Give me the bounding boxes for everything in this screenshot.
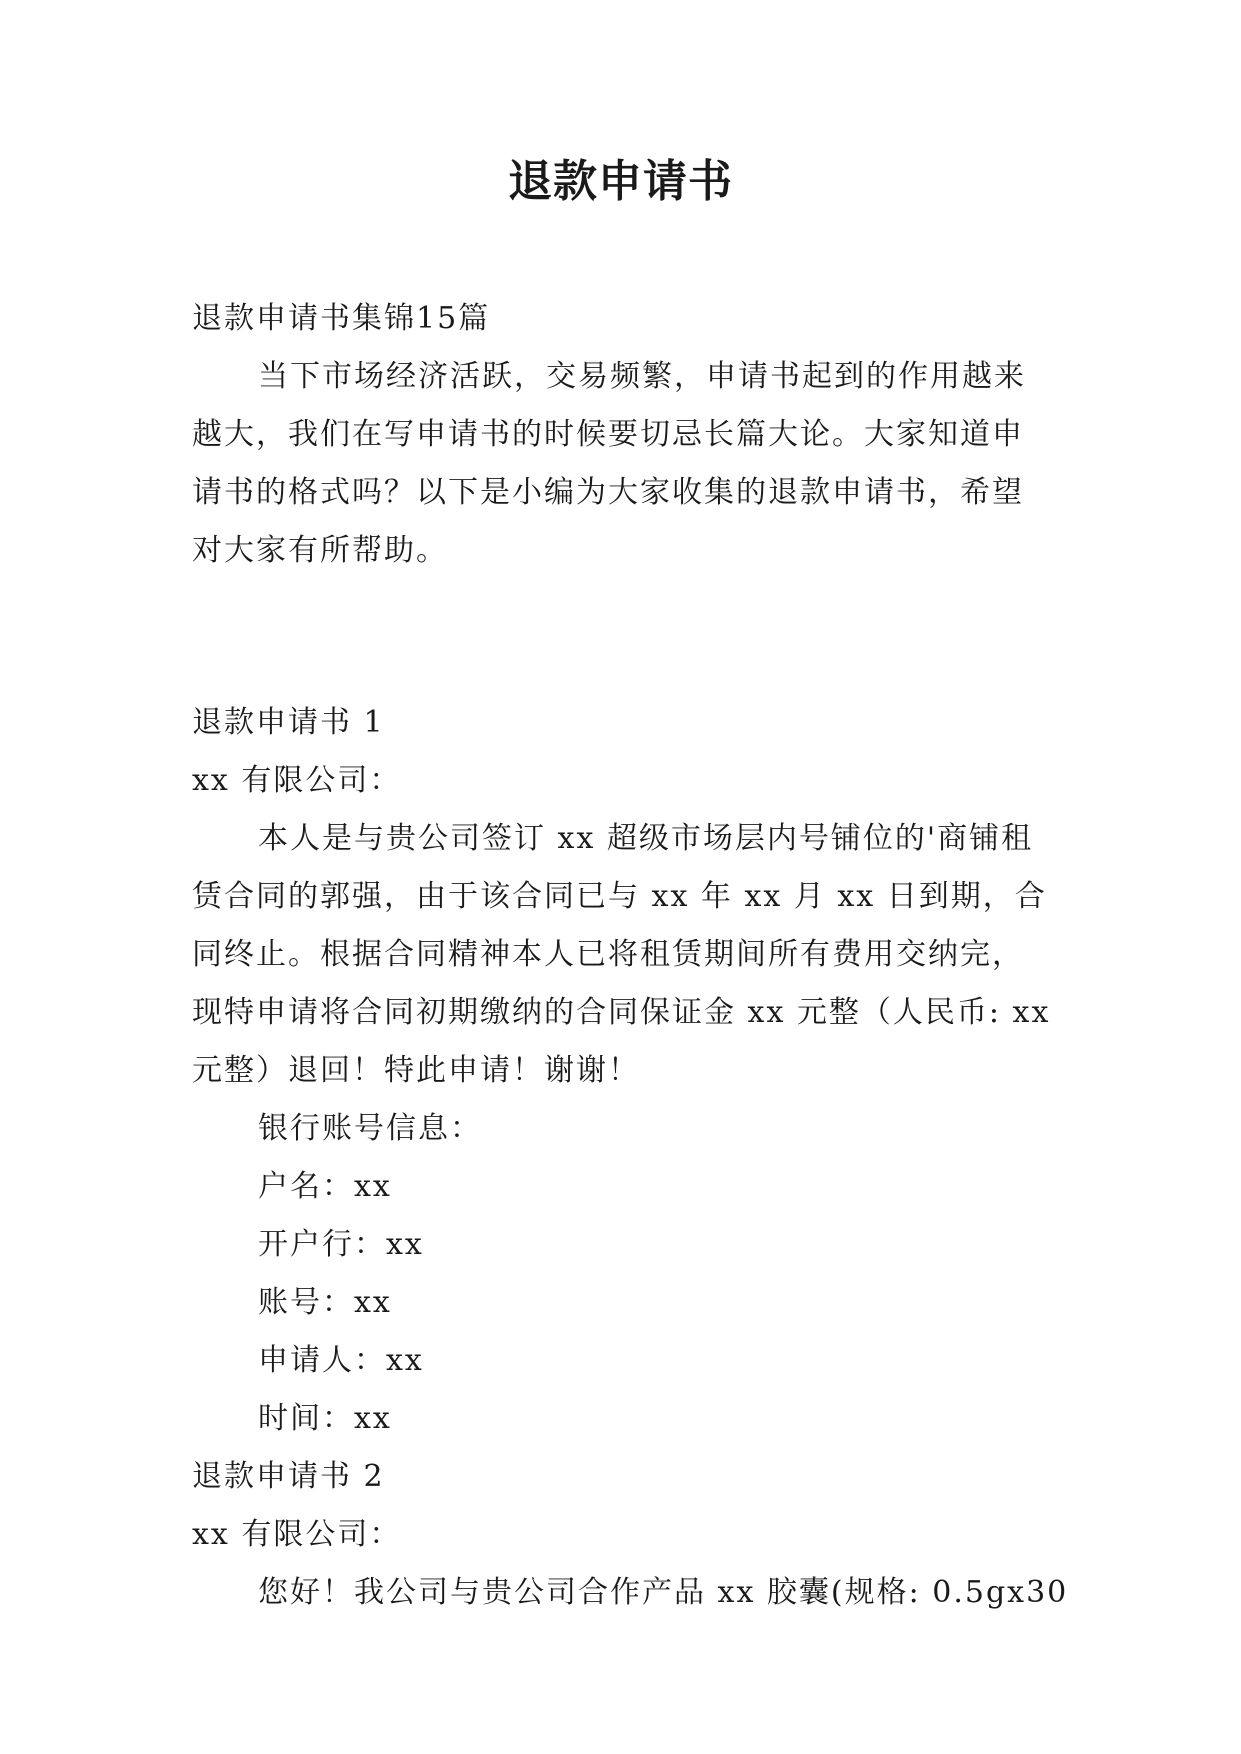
paragraph-line: 赁合同的郭强，由于该合同已与 xx 年 xx 月 xx 日到期，合 xyxy=(192,879,1047,914)
document-title: 退款申请书 xyxy=(508,156,733,207)
paragraph-line: 当下市场经济活跃，交易频繁，申请书起到的作用越来 xyxy=(258,359,1026,394)
paragraph-line: 元整）退回！特此申请！谢谢！ xyxy=(192,1053,640,1088)
salutation: xx 有限公司： xyxy=(192,763,402,798)
detail-line: 开户行：xx xyxy=(258,1227,424,1262)
paragraph-line: 现特申请将合同初期缴纳的合同保证金 xx 元整（人民币: xx xyxy=(192,995,1051,1030)
paragraph-line: 您好！我公司与贵公司合作产品 xx 胶囊(规格: 0.5gx30 xyxy=(258,1575,1069,1610)
detail-line: 时间：xx xyxy=(258,1401,392,1436)
paragraph-line: 越大，我们在写申请书的时候要切忌长篇大论。大家知道申 xyxy=(192,417,1024,452)
detail-line: 申请人：xx xyxy=(258,1343,424,1378)
paragraph-line: 请书的格式吗？以下是小编为大家收集的退款申请书，希望 xyxy=(192,475,1024,510)
paragraph-line: 同终止。根据合同精神本人已将租赁期间所有费用交纳完， xyxy=(192,937,1024,972)
paragraph-line: 对大家有所帮助。 xyxy=(192,533,448,568)
detail-line: 银行账号信息： xyxy=(258,1111,482,1146)
section-heading: 退款申请书 1 xyxy=(192,705,385,740)
document-body xyxy=(192,290,1069,1622)
section-spacer xyxy=(192,580,1062,694)
section-heading: 退款申请书 2 xyxy=(192,1459,385,1494)
detail-line: 户名：xx xyxy=(258,1169,392,1204)
intro-heading: 退款申请书集锦15篇 xyxy=(192,301,491,336)
salutation: xx 有限公司： xyxy=(192,1517,402,1552)
paragraph-line: 本人是与贵公司签订 xx 超级市场层内号铺位的'商铺租 xyxy=(258,821,1034,856)
detail-line: 账号：xx xyxy=(258,1285,392,1320)
